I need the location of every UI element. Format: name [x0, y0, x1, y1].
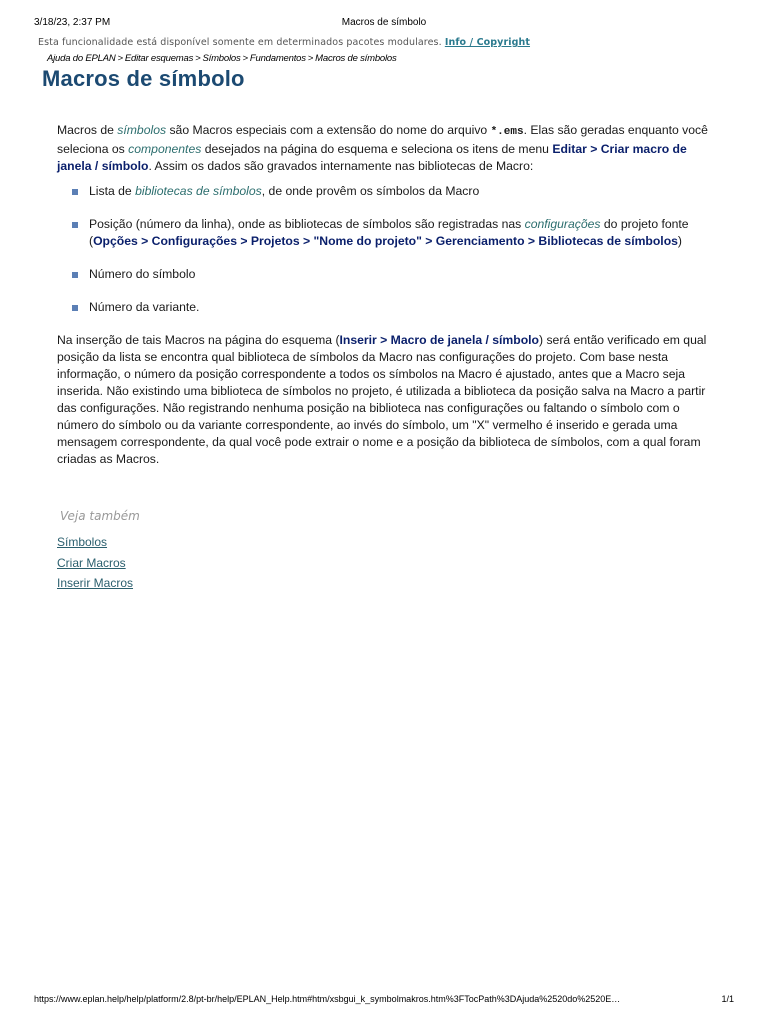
insertion-paragraph: [57, 332, 717, 468]
breadcrumb-separator: >: [242, 53, 248, 64]
breadcrumb-separator: >: [307, 53, 314, 64]
link-insert-macros[interactable]: Inserir Macros: [57, 576, 134, 590]
breadcrumb-item-symbols[interactable]: Símbolos: [202, 53, 241, 64]
intro-text: são Macros especiais com a extensão do nome do arquivo: [166, 123, 491, 137]
list-item-text: Número do símbolo: [89, 267, 196, 281]
intro-text: . Elas são geradas enquanto você seleciona os: [57, 123, 708, 156]
print-url: https://www.eplan.help/help/platform/2.8/pt-br/help/EPLAN_Help.htm#htm/xsbgui_k_symbolmakros.htm%3FTocPath%3DAjuda%2520do%2520E…: [34, 994, 621, 1004]
breadcrumb: [47, 53, 397, 64]
list-item-text: ): [677, 234, 682, 248]
info-copyright-link[interactable]: Info / Copyright: [444, 37, 531, 48]
main-content: [57, 122, 717, 476]
see-also-links: [57, 532, 133, 594]
breadcrumb-item-fundamentals[interactable]: Fundamentos: [249, 53, 306, 64]
intro-paragraph: [57, 122, 717, 175]
file-extension: *.ems: [490, 126, 524, 138]
module-notice: [38, 37, 530, 48]
list-item-text: do projeto fonte (: [89, 217, 689, 248]
intro-text: Macros de: [57, 123, 118, 137]
breadcrumb-item-edit-schematics[interactable]: Editar esquemas: [124, 53, 194, 64]
term-simbolos-link[interactable]: símbolos: [117, 123, 167, 137]
list-item-text: Número da variante.: [89, 300, 200, 314]
notice-text: Esta funcionalidade está disponível somente em determinados pacotes modulares.: [38, 37, 442, 48]
print-date: 3/18/23, 2:37 PM: [34, 17, 111, 28]
print-footer: [34, 994, 734, 1008]
list-item: [57, 299, 717, 316]
square-bullet-icon: [72, 222, 78, 228]
see-also-heading: Veja também: [60, 509, 140, 523]
bullet-list: [57, 183, 717, 316]
list-item-text: Lista de: [89, 184, 136, 198]
breadcrumb-item-help[interactable]: Ajuda do EPLAN: [47, 53, 116, 64]
square-bullet-icon: [72, 305, 78, 311]
page-number: 1/1: [721, 994, 734, 1004]
list-item: [57, 216, 717, 250]
list-item-text: Posição (número da linha), onde as bibliotecas de símbolos são registradas nas: [89, 217, 525, 231]
paragraph-text: ) será então verificado em qual posição da lista se encontra qual biblioteca de símbolos da Macro nas configurações do projeto. Com base nesta informação, o número da posição correspondente a todos os símbolos na Macro é ajustado, antes que a Macro seja inserida. Não existindo uma biblioteca de símbolos no projeto, é utilizada a biblioteca da posição salva na Macro a partir das configurações. Não registrando nenhuma posição na biblioteca nas configurações ou faltando o símbolo com o número do símbolo ou da variante correspondente, ao invés do símbolo, um "X" vermelho é inserido e gerada uma mensagem correspondente, da qual você pode extrair o nome e a posição da biblioteca de símbolos, com a qual foram criadas as Macros.: [57, 333, 707, 466]
breadcrumb-separator: >: [195, 53, 201, 64]
term-symbol-libraries-link[interactable]: bibliotecas de símbolos: [135, 184, 262, 198]
term-componentes-link[interactable]: componentes: [128, 142, 202, 156]
list-item: [57, 266, 717, 283]
link-create-macros[interactable]: Criar Macros: [57, 555, 126, 570]
breadcrumb-item-symbol-macros: Macros de símbolos: [315, 53, 397, 64]
menu-path-create-macro: Editar > Criar macro de janela / símbolo: [57, 142, 687, 173]
link-symbols[interactable]: Símbolos: [57, 535, 108, 549]
intro-text: . Assim os dados são gravados internamente nas bibliotecas de Macro:: [148, 159, 534, 173]
term-settings-link[interactable]: configurações: [524, 217, 601, 231]
print-doc-title: Macros de símbolo: [341, 17, 427, 28]
breadcrumb-separator: >: [117, 53, 123, 64]
square-bullet-icon: [72, 272, 78, 278]
list-item: [57, 183, 717, 200]
intro-text: desejados na página do esquema e seleciona os itens de menu: [201, 142, 553, 156]
menu-path-insert-macro: Inserir > Macro de janela / símbolo: [339, 333, 539, 347]
paragraph-text: Na inserção de tais Macros na página do esquema (: [57, 333, 340, 347]
list-item-text: , de onde provêm os símbolos da Macro: [261, 184, 480, 198]
menu-path-settings: Opções > Configurações > Projetos > "Nome do projeto" > Gerenciamento > Bibliotecas de símbolos: [93, 234, 678, 248]
square-bullet-icon: [72, 189, 78, 195]
print-header: [34, 17, 734, 31]
page-title: Macros de símbolo: [42, 66, 245, 91]
